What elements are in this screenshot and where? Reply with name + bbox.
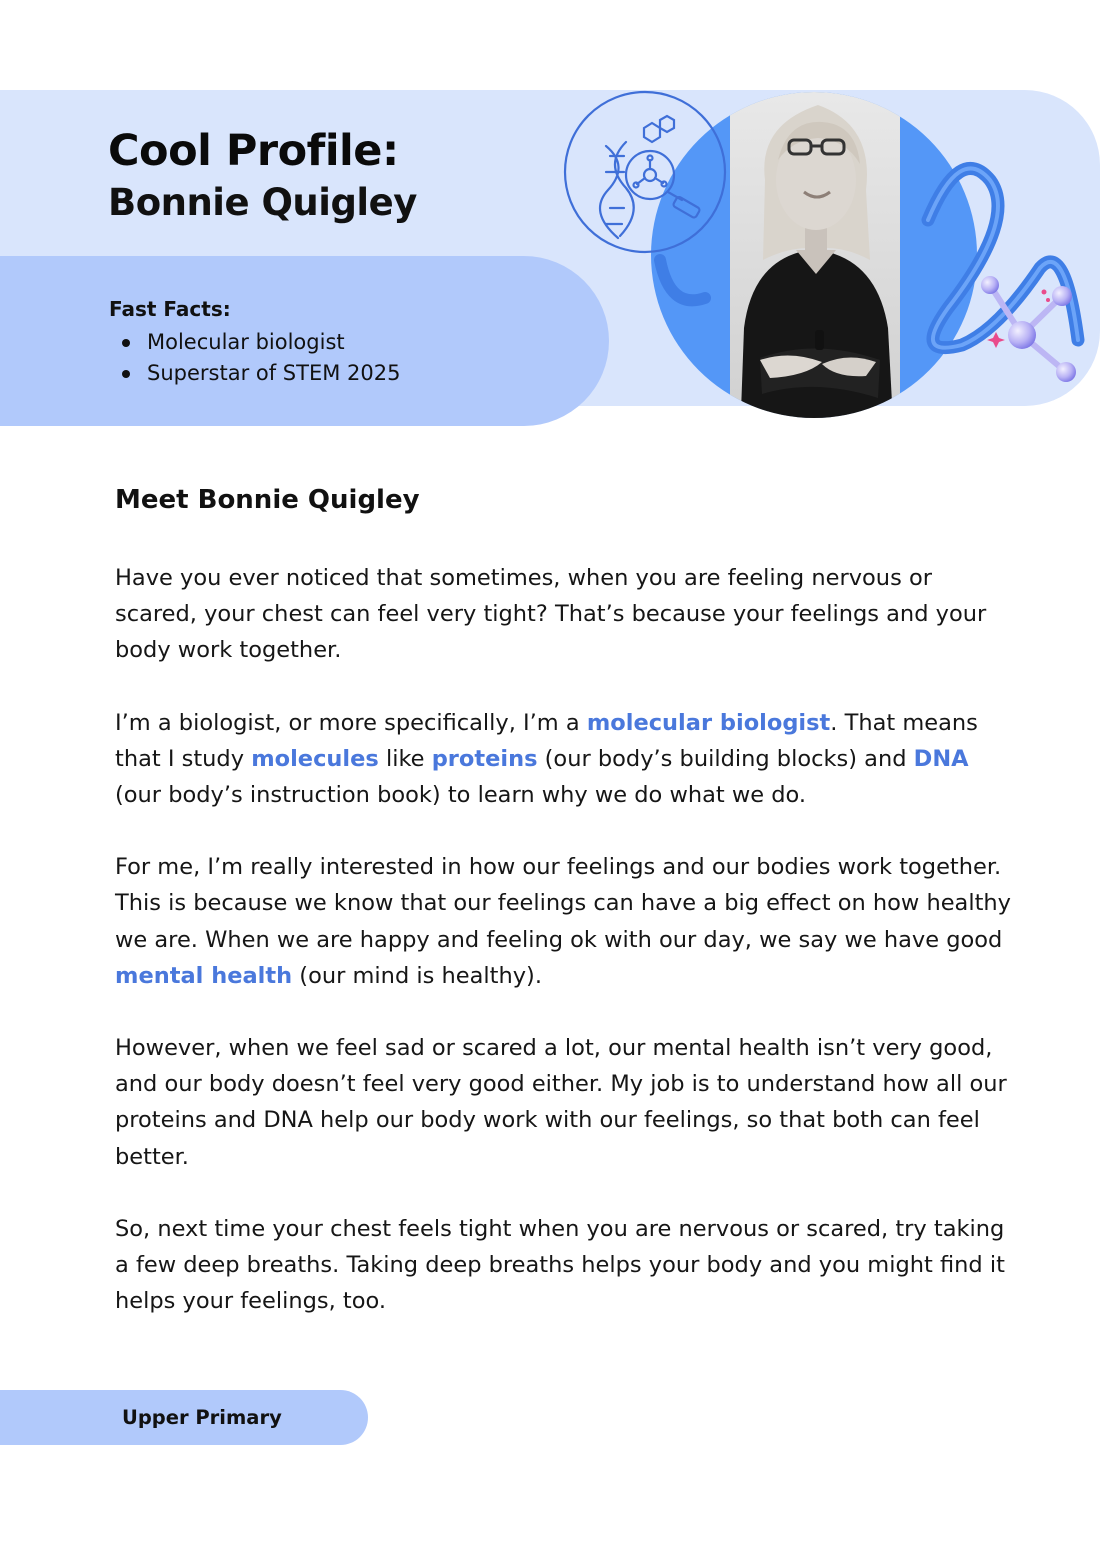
highlight-proteins: proteins <box>431 745 538 772</box>
level-label: Upper Primary <box>122 1406 282 1429</box>
text-span: . That means that I study <box>115 709 978 772</box>
fast-fact-item: Molecular biologist <box>118 328 400 359</box>
paragraph-5: So, next time your chest feels tight when you are nervous or scared, try taking a few deep breaths. Taking deep breaths helps your body and you might find it helps your feelings, too. <box>115 1215 1005 1315</box>
article-body <box>115 560 1020 1355</box>
fast-facts-title: Fast Facts: <box>109 297 231 321</box>
text-span: (our body’s building blocks) and <box>537 745 914 772</box>
magnifier-icon <box>626 151 674 199</box>
text-span: like <box>378 745 432 772</box>
section-heading: Meet Bonnie Quigley <box>115 485 420 515</box>
paragraph-4: However, when we feel sad or scared a lot, our mental health isn’t very good, and our body doesn’t feel very good either. My job is to understand how all our proteins and DNA help our body work with our feelings, so that both can feel better. <box>115 1035 1007 1170</box>
text-span: (our body’s instruction book) to learn why we do what we do. <box>115 782 807 809</box>
paragraph-1: Have you ever noticed that sometimes, when you are feeling nervous or scared, your chest can feel very tight? That’s because your feelings and your body work together. <box>115 565 987 664</box>
text-span: (our mind is healthy). <box>292 962 542 989</box>
highlight-molecular-biologist: molecular biologist <box>586 709 831 736</box>
page-title: Cool Profile: <box>108 126 399 176</box>
hero-illustration <box>560 60 1100 440</box>
fast-facts-list <box>118 328 400 390</box>
text-span: I’m a biologist, or more specifically, I’m a <box>115 709 587 736</box>
highlight-molecules: molecules <box>251 745 379 772</box>
paragraph-3 <box>115 849 1020 994</box>
paragraph-2 <box>115 705 1020 814</box>
fast-fact-item: Superstar of STEM 2025 <box>118 359 400 390</box>
portrait-photo <box>730 80 900 440</box>
highlight-dna: DNA <box>913 745 969 772</box>
text-span: For me, I’m really interested in how our feelings and our bodies work together. This is because we know that our feelings can have a big effect on how healthy we are. When we are happy and feeling ok with our day, we say we have good <box>115 854 1011 953</box>
profile-name: Bonnie Quigley <box>108 181 417 224</box>
highlight-mental-health: mental health <box>115 962 293 989</box>
